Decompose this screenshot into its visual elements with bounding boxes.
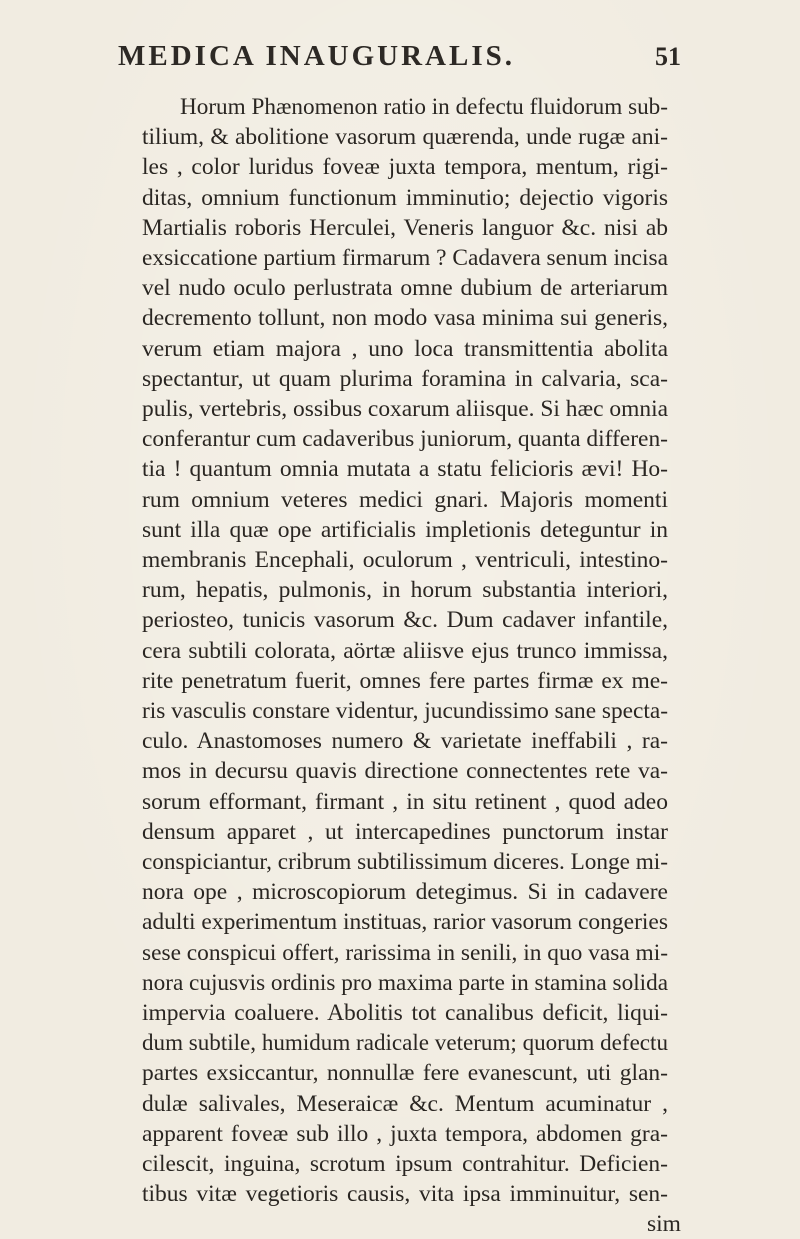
- text-line: spectantur, ut quam plurima foramina in calvaria, sca-: [142, 365, 668, 392]
- text-line: dulæ salivales, Meseraicæ &c. Mentum acuminatur ,: [142, 1090, 668, 1117]
- text-line: cera subtili colorata, aörtæ aliisve ejus trunco immissa,: [142, 637, 668, 664]
- text-line: verum etiam majora , uno loca transmittentia abolita: [142, 335, 668, 362]
- text-line: exsiccatione partium firmarum ? Cadavera senum incisa: [142, 245, 668, 271]
- text-line: nora cujusvis ordinis pro maxima parte in stamina solida: [142, 969, 668, 996]
- text-line: les , color luridus foveæ juxta tempora, mentum, rigi-: [142, 154, 668, 181]
- text-line: nora ope , microscopiorum detegimus. Si in cadavere: [142, 879, 668, 906]
- text-line: tilium, & abolitione vasorum quærenda, unde rugæ ani-: [142, 124, 668, 151]
- text-line: adulti experimentum instituas, rarior vasorum congeries: [142, 909, 668, 936]
- text-line: sim: [647, 1211, 681, 1238]
- running-head: MEDICA INAUGURALIS.: [118, 40, 515, 72]
- text-line: rum omnium veteres medici gnari. Majoris momenti: [142, 486, 668, 513]
- text-line: apparent foveæ sub illo , juxta tempora, abdomen gra-: [142, 1120, 668, 1147]
- text-line: Martialis roboris Herculei, Veneris languor &c. nisi ab: [142, 214, 668, 241]
- text-line: dum subtile, humidum radicale veterum; quorum defectu: [142, 1030, 668, 1057]
- text-line: mos in decursu quavis directione connectentes rete va-: [142, 758, 668, 785]
- text-line: Horum Phænomenon ratio in defectu fluidorum sub-: [180, 94, 668, 120]
- text-line: conferantur cum cadaveribus juniorum, quanta differen-: [142, 426, 668, 453]
- text-line: sorum efformant, firmant , in situ retinent , quod adeo: [142, 788, 668, 815]
- text-line: sunt illa quæ ope artificialis impletionis deteguntur in: [142, 516, 668, 543]
- text-line: vel nudo oculo perlustrata omne dubium de arteriarum: [142, 275, 668, 302]
- text-line: culo. Anastomoses numero & varietate ineffabili , ra-: [142, 728, 668, 755]
- text-line: ris vasculis constare videntur, jucundissimo sane specta-: [142, 698, 668, 724]
- text-line: cilescit, inguina, scrotum ipsum contrahitur. Deficien-: [142, 1151, 668, 1177]
- page-number: 51: [655, 42, 681, 71]
- text-line: rum, hepatis, pulmonis, in horum substantia interiori,: [142, 577, 668, 604]
- text-line: tia ! quantum omnia mutata a statu felicioris ævi! Ho-: [142, 456, 668, 483]
- text-line: rite penetratum fuerit, omnes fere partes firmæ ex me-: [142, 667, 668, 694]
- text-line: impervia coaluere. Abolitis tot canalibus deficit, liqui-: [142, 1000, 668, 1026]
- text-line: sese conspicui offert, rarissima in senili, in quo vasa mi-: [142, 939, 668, 966]
- text-line: decremento tollunt, non modo vasa minima sui generis,: [142, 305, 668, 332]
- text-line: tibus vitæ vegetioris causis, vita ipsa imminuitur, sen-: [142, 1181, 668, 1208]
- text-line: conspiciantur, cribrum subtilissimum diceres. Longe mi-: [142, 849, 668, 875]
- text-line: partes exsiccantur, nonnullæ fere evanescunt, uti glan-: [142, 1060, 668, 1087]
- text-line: ditas, omnium functionum imminutio; dejectio vigoris: [142, 184, 668, 211]
- text-line: pulis, vertebris, ossibus coxarum aliisque. Si hæc omnia: [142, 396, 668, 422]
- text-line: membranis Encephali, oculorum , ventriculi, intestino-: [142, 547, 668, 573]
- page-header: [0, 40, 800, 90]
- text-line: periosteo, tunicis vasorum &c. Dum cadaver infantile,: [142, 607, 668, 634]
- text-line: densum apparet , ut intercapedines punctorum instar: [142, 818, 668, 845]
